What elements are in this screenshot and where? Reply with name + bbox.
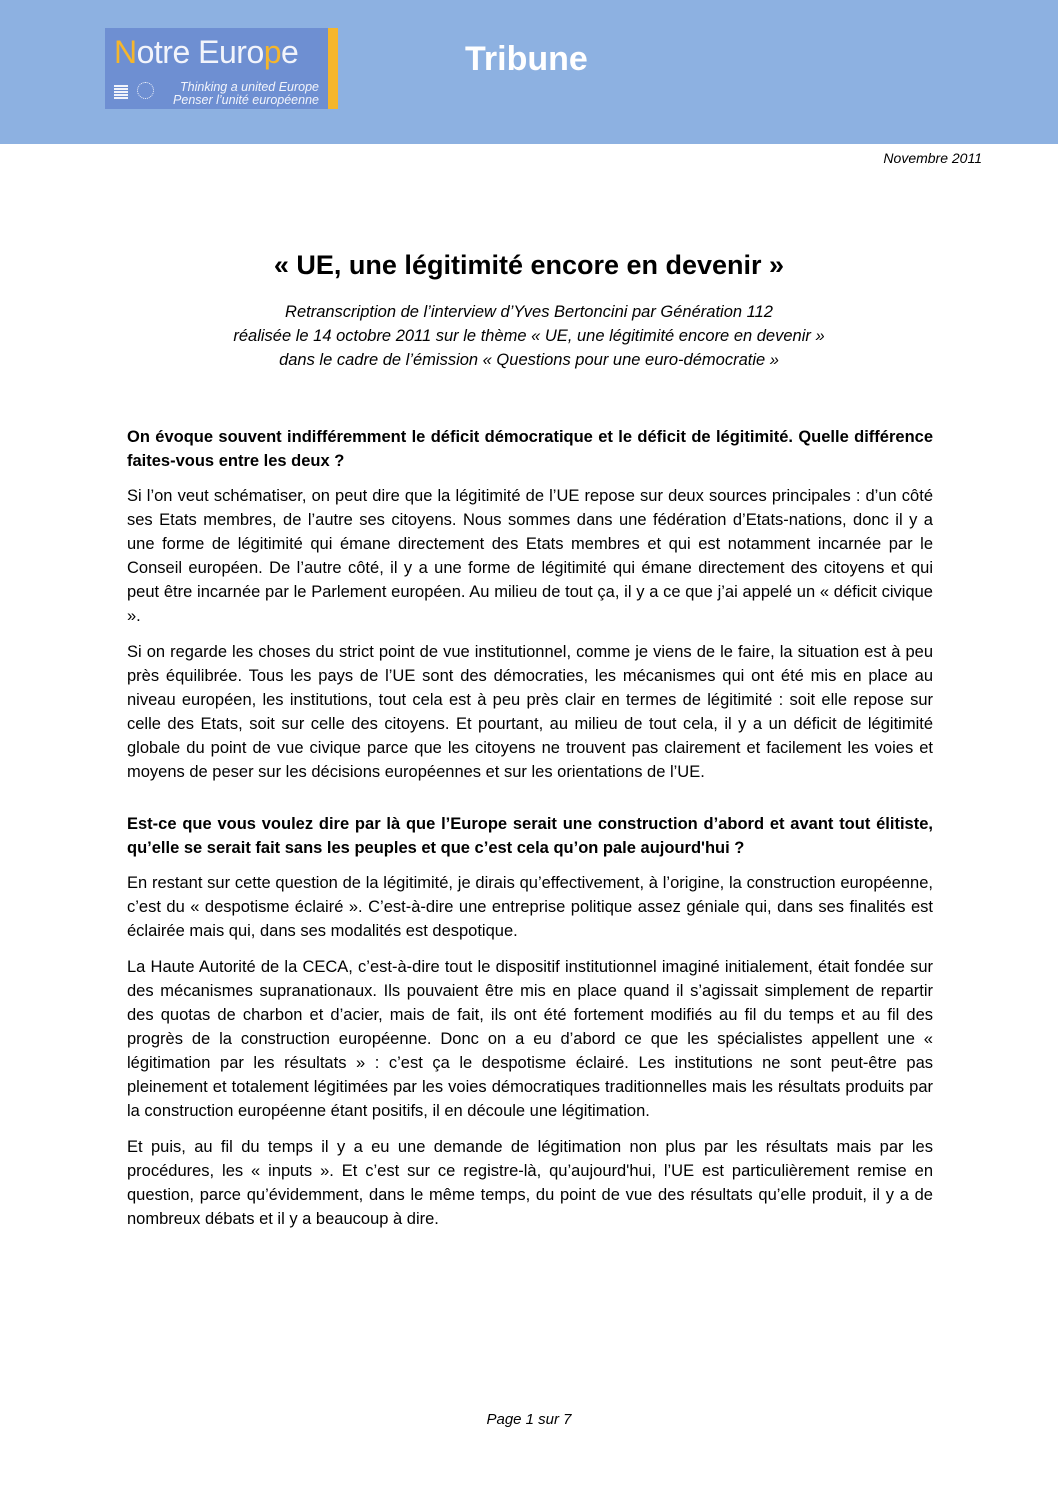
document-title: « UE, une légitimité encore en devenir » — [273, 250, 785, 280]
logo-tagline-fr: Penser l’unité européenne — [173, 93, 319, 107]
interview-body — [127, 425, 933, 1243]
logo-title: Notre Europe — [114, 34, 299, 70]
document-subtitle — [0, 300, 1058, 372]
lines-icon — [114, 85, 128, 99]
header-band — [0, 0, 1058, 144]
logo-tagline-en: Thinking a united Europe — [180, 80, 319, 94]
logo-accent-bar — [328, 28, 338, 109]
answer-paragraph: Et puis, au fil du temps il y a eu une demande de légitimation non plus par les résultats mais par les procédures, les « inputs ». Et c’est sur ce registre-là, qu’aujourd'hui, l’UE est particulièrement remise en question, parce qu’évidemment, dans le même temps, du point de vue des résultats qu’elle produit, il y a de nombreux débats et il y a beaucoup à dire. — [127, 1138, 933, 1228]
answer-paragraph: En restant sur cette question de la légitimité, je dirais qu’effectivement, à l’origine, la construction européenne, c’est du « despotisme éclairé ». C’est-à-dire une entreprise politique assez géniale qui, dans ses finalités est éclairée mais qui, dans ses modalités est despotique. — [127, 874, 933, 940]
page-number: Page 1 sur 7 — [486, 1411, 572, 1428]
interview-question: On évoque souvent indifféremment le déficit démocratique et le déficit de légitimité. Quelle différence faites-vous entre les deux ? — [127, 428, 933, 470]
subtitle-line: réalisée le 14 octobre 2011 sur le thème « UE, une légitimité encore en devenir » — [233, 327, 825, 345]
section-label: Tribune — [465, 40, 588, 78]
notre-europe-logo — [105, 28, 329, 109]
subtitle-line: dans le cadre de l’émission « Questions pour une euro-démocratie » — [279, 351, 779, 369]
answer-paragraph: Si l’on veut schématiser, on peut dire que la légitimité de l’UE repose sur deux sources principales : d’un côté ses Etats membres, de l’autre ses citoyens. Nous sommes dans une fédération d’Etats-nations, donc il y a une forme de légitimité qui émane directement des Etats membres et qui est notamment incarnée par le Conseil européen. De l’autre côté, il y a une forme de légitimité qui émane directement des citoyens et qui peut être incarnée par le Parlement européen. Au milieu de tout ça, il y a ce que j’ai appelé un « déficit civique ». — [127, 487, 933, 625]
subtitle-line: Retranscription de l’interview d’Yves Bertoncini par Génération 112 — [285, 303, 773, 321]
answer-paragraph: La Haute Autorité de la CECA, c’est-à-dire tout le dispositif institutionnel imaginé initialement, était fondée sur des mécanismes supranationaux. Ils pouvaient être mis en place quand il s’agissait simplement de repartir des quotas de charbon et d’acier, mais de fait, ils ont été fortement modifiés au fil du temps et au fil des progrès de la construction européenne. Donc on a eu d’abord ce que les spécialistes appellent une « légitimation par les résultats » : c’est ça le despotisme éclairé. Les institutions ne sont peut-être pas pleinement et totalement légitimées par les voies démocratiques traditionnelles mais les résultats produits par la construction européenne étant positifs, il en découle une légitimation. — [127, 958, 933, 1120]
interview-question: Est-ce que vous voulez dire par là que l’Europe serait une construction d’abord et avant tout élitiste, qu’elle se serait fait sans les peuples et que c’est cela qu’on pale aujourd'hui ? — [127, 815, 933, 857]
eu-stars-icon — [137, 82, 154, 99]
answer-paragraph: Si on regarde les choses du strict point de vue institutionnel, comme je viens de le faire, la situation est à peu près équilibrée. Tous les pays de l’UE sont des démocraties, les mécanismes qui ont été mis en place au niveau européen, les institutions, tout cela est à peu près clair en termes de légitimité : soit elle repose sur celle des Etats, soit sur celle des citoyens. Et pourtant, au milieu de tout cela, il y a un déficit de légitimité globale du point de vue civique parce que les citoyens ne trouvent pas clairement et facilement les voies et moyens de peser sur les décisions européennes et sur les orientations de l’UE. — [127, 643, 933, 781]
publication-date: Novembre 2011 — [883, 150, 982, 166]
